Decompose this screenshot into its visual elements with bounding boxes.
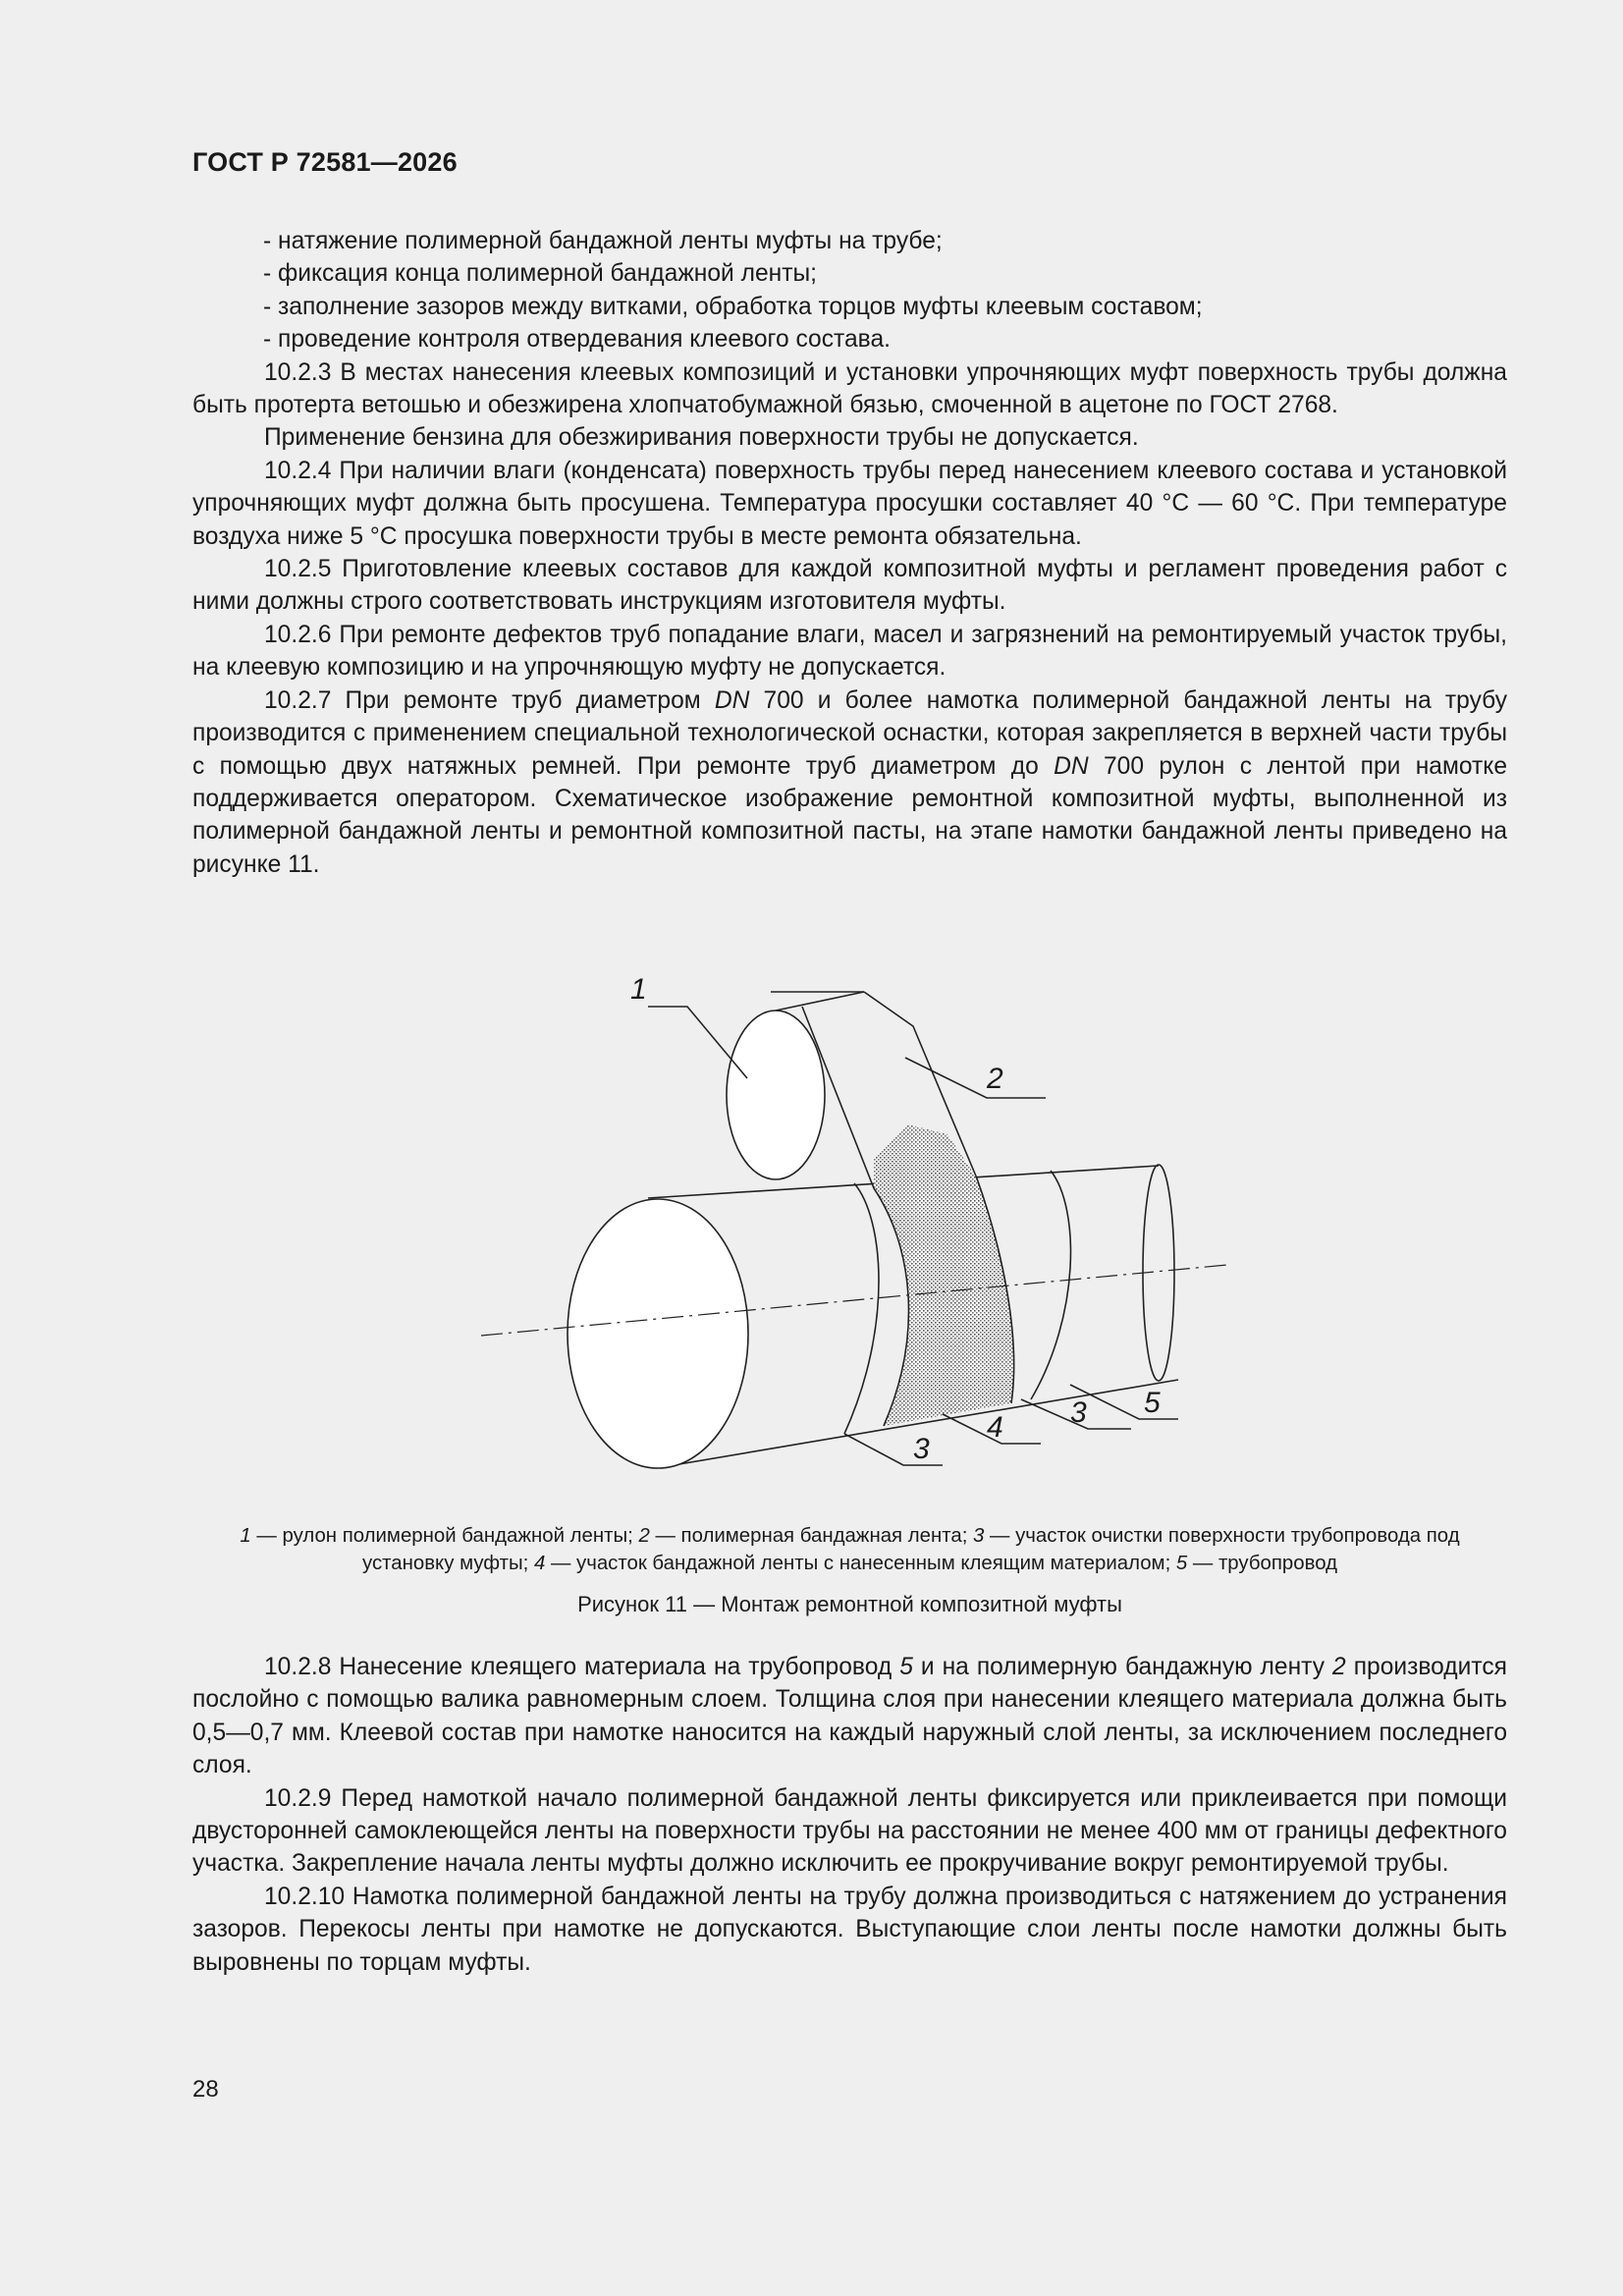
text-run: 700 и более намотка полимерной бандажной ленты на трубу производится с применением специальной технологической оснастки, которая закрепляется в верхней части трубы с помощью двух натяжных ремней. При ремонте труб диаметром до bbox=[192, 686, 1507, 780]
body-text-top bbox=[192, 225, 1507, 881]
section-boundary-right bbox=[1031, 1171, 1070, 1399]
text-run: 10.2.7 При ремонте труб диаметром bbox=[264, 686, 715, 714]
paragraph-10-2-3: 10.2.3 В местах нанесения клеевых композиций и установки упрочняющих муфт поверхность трубы должна быть протерта ветошью и обезжирена хлопчатобумажной бязью, смоченной в ацетоне по ГОСТ 2768. bbox=[192, 358, 1507, 419]
section-boundary-left bbox=[844, 1183, 879, 1434]
text-run: 700 рулон с лентой при намотке поддерживается оператором. Схематическое изображение ремонтной композитной муфты, выполненной из полимерной бандажной ленты и ремонтной композитной пасты, на этапе намотки бандажной ленты приведено на рисунке 11. bbox=[192, 752, 1507, 878]
legend-number: 1 bbox=[240, 1525, 251, 1547]
legend-number: 3 bbox=[973, 1525, 985, 1547]
figure-label-2: 2 bbox=[987, 1063, 1003, 1095]
paragraph-10-2-8 bbox=[192, 1651, 1507, 1782]
legend-text: — участок бандажной ленты с нанесенным клеящим материалом; bbox=[545, 1552, 1176, 1574]
list-item: - фиксация конца полимерной бандажной ленты; bbox=[263, 260, 817, 288]
list-item: - проведение контроля отвердевания клеевого состава. bbox=[263, 326, 891, 354]
text-run: 10.2.8 Нанесение клеящего материала на трубопровод bbox=[264, 1654, 900, 1680]
document-header: ГОСТ Р 72581—2026 bbox=[192, 147, 458, 177]
figure-legend bbox=[192, 1523, 1507, 1577]
legend-number: 4 bbox=[533, 1552, 546, 1574]
leader-line-2 bbox=[905, 1058, 1046, 1098]
legend-number: 5 bbox=[1175, 1552, 1188, 1574]
legend-text: — участок очистки поверхности трубопровода под установку муфты; bbox=[362, 1525, 1460, 1574]
legend-text: — рулон полимерной бандажной ленты; bbox=[250, 1525, 639, 1547]
tape-shaded-area bbox=[874, 1124, 1014, 1426]
pipe-left-end bbox=[568, 1199, 748, 1468]
figure-caption: Рисунок 11 — Монтаж ремонтной композитной муфты bbox=[577, 1592, 1122, 1616]
text-run: и на полимерную бандажную ленту bbox=[912, 1654, 1333, 1680]
figure-11-drawing bbox=[452, 953, 1237, 1483]
text-run-italic: DN bbox=[714, 686, 750, 714]
legend-text: — полимерная бандажная лента; bbox=[649, 1525, 974, 1547]
legend-text: — трубопровод bbox=[1187, 1552, 1337, 1574]
body-text-bottom bbox=[192, 1651, 1507, 1979]
paragraph-benzin: Применение бензина для обезжиривания поверхности трубы не допускается. bbox=[264, 424, 1139, 452]
tape-roll bbox=[727, 1011, 825, 1179]
figure-11 bbox=[452, 953, 1237, 1483]
figure-label-1: 1 bbox=[630, 973, 647, 1006]
paragraph-10-2-7 bbox=[192, 684, 1507, 881]
figure-label-3-right: 3 bbox=[1070, 1396, 1087, 1429]
paragraph-10-2-9: 10.2.9 Перед намоткой начало полимерной бандажной ленты фиксируется или приклеивается при помощи двусторонней самоклеющейся ленты на поверхности трубы на расстоянии не менее 400 мм от границы дефектного участка. Закрепление начала ленты муфты должно исключить ее прокручивание вокруг ремонтируемой трубы. bbox=[192, 1784, 1507, 1878]
text-run-italic: 2 bbox=[1332, 1654, 1346, 1680]
paragraph-10-2-10: 10.2.10 Намотка полимерной бандажной ленты на трубу должна производиться с натяжением до устранения зазоров. Перекосы ленты при намотке не допускаются. Выступающие слои ленты после намотки должны быть выровнены по торцам муфты. bbox=[192, 1883, 1507, 1976]
paragraph-10-2-5: 10.2.5 Приготовление клеевых составов для каждой композитной муфты и регламент проведения работ с ними должны строго соответствовать инструкциям изготовителя муфты. bbox=[192, 556, 1507, 616]
text-run-italic: 5 bbox=[899, 1654, 913, 1680]
paragraph-10-2-4: 10.2.4 При наличии влаги (конденсата) поверхность трубы перед нанесением клеевого состава и установкой упрочняющих муфт должна быть просушена. Температура просушки составляет 40 °С — 60 °С. При температуре воздуха ниже 5 °С просушка поверхности трубы в месте ремонта обязательна. bbox=[192, 457, 1507, 550]
legend-number: 2 bbox=[638, 1525, 650, 1547]
tape-roll-top bbox=[776, 992, 864, 1011]
text-run-italic: DN bbox=[1054, 752, 1089, 780]
figure-label-4: 4 bbox=[987, 1411, 1003, 1444]
figure-label-5: 5 bbox=[1144, 1387, 1161, 1419]
text-run: производится послойно с помощью валика равномерным слоем. Толщина слоя при нанесении клеящего материала должна быть 0,5—0,7 мм. Клеевой состав при намотке наносится на каждый наружный слой ленты, за исключением последнего слоя. bbox=[192, 1654, 1508, 1779]
list-item: - заполнение зазоров между витками, обработка торцов муфты клеевым составом; bbox=[263, 293, 1203, 320]
figure-label-3-left: 3 bbox=[913, 1433, 930, 1465]
paragraph-10-2-6: 10.2.6 При ремонте дефектов труб попадание влаги, масел и загрязнений на ремонтируемый участок трубы, на клеевую композицию и на упрочняющую муфту не допускается. bbox=[192, 621, 1507, 682]
page-number: 28 bbox=[192, 2076, 219, 2103]
list-item: - натяжение полимерной бандажной ленты муфты на трубе; bbox=[263, 228, 943, 254]
